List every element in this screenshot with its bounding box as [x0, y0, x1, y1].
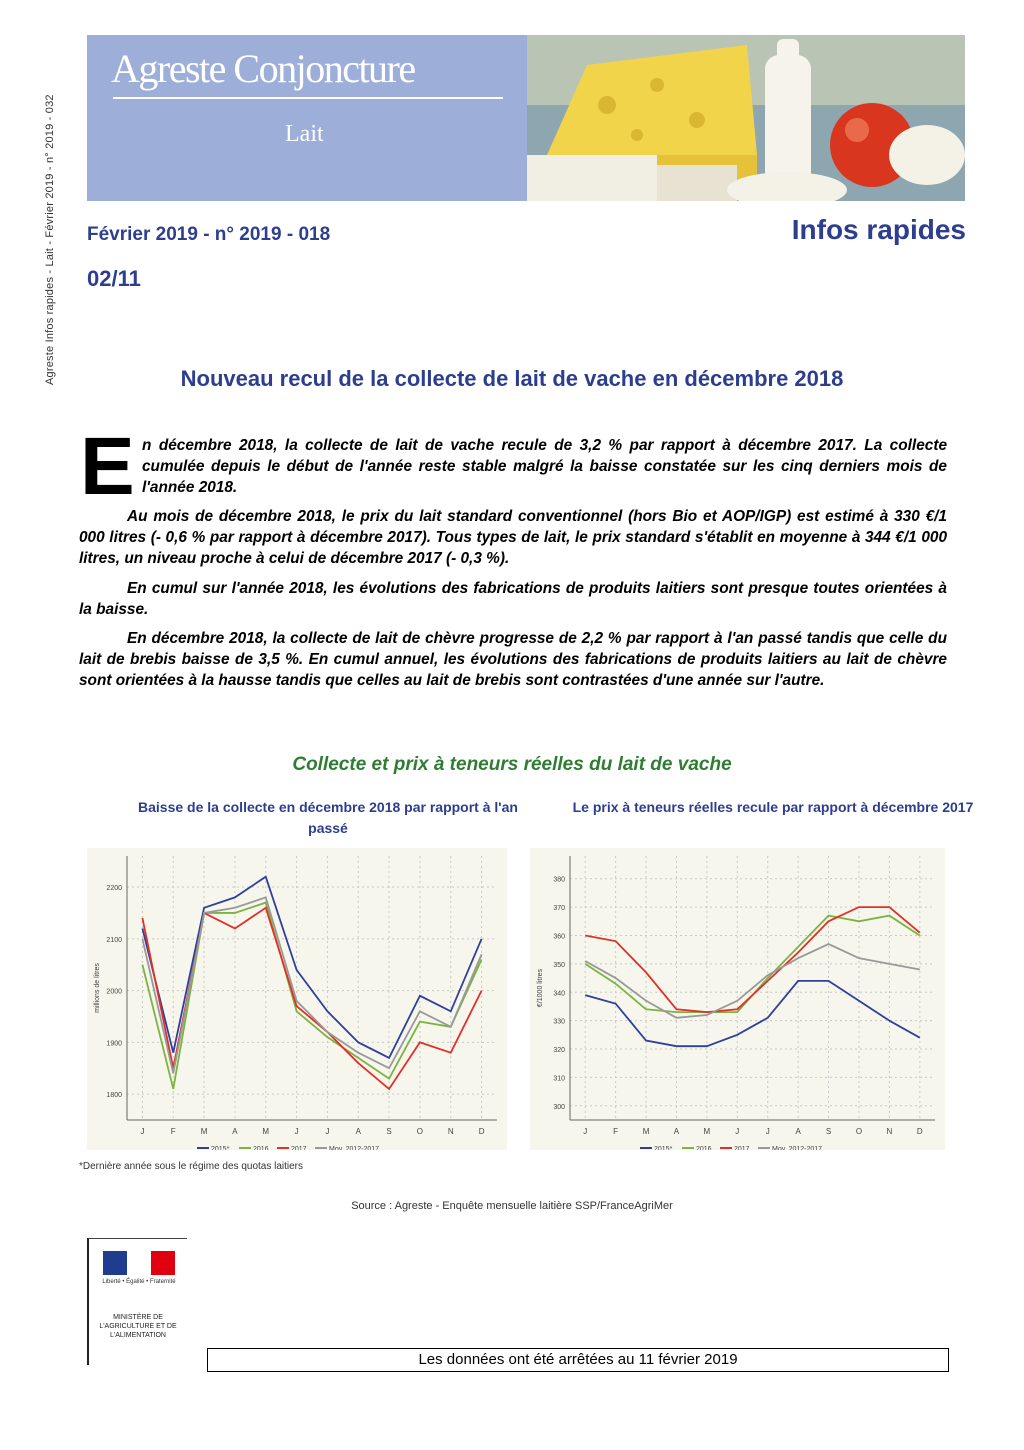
brand-title: Agreste Conjoncture [111, 46, 415, 91]
y-tick-label: 2000 [106, 988, 122, 996]
y-tick-label: 300 [553, 1103, 565, 1111]
legend-label: 2016 [253, 1146, 269, 1150]
x-tick-label: A [673, 1127, 680, 1136]
y-tick-label: 320 [553, 1047, 565, 1055]
x-tick-label: A [355, 1127, 361, 1136]
y-tick-label: 360 [553, 933, 565, 941]
logo-ministry-name: MINISTÈRE DE L'AGRICULTURE ET DE L'ALIMENTATION [99, 1314, 177, 1339]
x-tick-label: A [795, 1127, 801, 1136]
prix-chart [530, 848, 945, 1150]
y-tick-label: 370 [553, 905, 565, 913]
x-tick-label: J [765, 1127, 770, 1136]
x-tick-label: N [447, 1127, 454, 1136]
y-tick-label: 350 [553, 961, 565, 969]
right-chart-subtitle: Le prix à teneurs réelles recule par rapport à décembre 2017 [572, 799, 974, 815]
issue-number: Février 2019 - n° 2019 - 018 [87, 224, 331, 245]
paragraph-1: n décembre 2018, la collecte de lait de vache recule de 3,2 % par rapport à décembre 2017. La collecte cumulée depuis le début de l'année reste stable malgré la baisse constatée sur les cinq derniers mois de l'année 2018. [142, 437, 947, 496]
banner-subject: Lait [285, 121, 324, 147]
x-tick-label: D [916, 1127, 923, 1136]
logo-motto: Liberté • Égalité • Fraternité [102, 1279, 176, 1285]
data-cutoff-notice: Les données ont été arrêtées au 11 février 2019 [207, 1348, 949, 1372]
series-line [585, 981, 920, 1046]
collecte-chart-svg [87, 848, 507, 1150]
y-tick-label: 1900 [106, 1040, 122, 1048]
legend-label: 2017 [734, 1146, 750, 1150]
x-tick-label: S [386, 1127, 392, 1136]
y-axis-label: €/1000 litres [537, 968, 544, 1008]
series-line [142, 903, 481, 1089]
x-tick-label: M [703, 1127, 711, 1136]
dairy-products-photo [527, 35, 965, 201]
x-tick-label: J [294, 1127, 299, 1136]
legend-label: Moy. 2012-2017 [329, 1146, 380, 1150]
left-chart-subtitle: Baisse de la collecte en décembre 2018 par rapport à l'an passé [138, 799, 518, 836]
footnote: *Dernière année sous le régime des quotas laitiers [79, 1161, 304, 1172]
y-tick-label: 330 [553, 1018, 565, 1026]
infos-rapides-label: Infos rapides [791, 214, 966, 245]
legend-label: 2017 [291, 1146, 307, 1150]
x-tick-label: J [583, 1127, 588, 1136]
x-tick-label: N [886, 1127, 893, 1136]
x-tick-label: A [232, 1127, 238, 1136]
y-tick-label: 2100 [106, 936, 122, 944]
side-running-text: Agreste Infos rapides - Lait - Février 2019 - n° 2019 - 032 [44, 94, 56, 385]
x-tick-label: J [140, 1127, 145, 1136]
series-line [142, 897, 481, 1073]
x-tick-label: M [642, 1127, 650, 1136]
french-flag-icon [103, 1251, 175, 1275]
x-tick-label: F [613, 1127, 619, 1136]
y-tick-label: 2200 [106, 885, 122, 893]
ministry-logo [87, 1238, 187, 1365]
y-tick-label: 380 [553, 876, 565, 884]
header-banner [87, 35, 965, 201]
page-number: 02/11 [87, 266, 141, 291]
legend-label: 2015* [654, 1146, 673, 1150]
y-tick-label: 1800 [106, 1092, 122, 1100]
y-tick-label: 340 [553, 990, 565, 998]
y-tick-label: 310 [553, 1075, 565, 1083]
x-tick-label: M [200, 1127, 208, 1136]
prix-chart-svg [530, 848, 945, 1150]
legend-label: 2016 [696, 1146, 712, 1150]
legend-label: Moy. 2012-2017 [772, 1146, 823, 1150]
article-title: Nouveau recul de la collecte de lait de vache en décembre 2018 [180, 366, 844, 391]
paragraph-4: En décembre 2018, la collecte de lait de chèvre progresse de 2,2 % par rapport à l'an passé tandis que celle du lait de brebis baisse de 3,5 %. En cumul annuel, les évolutions des fabrications de produits laitiers au lait de chèvre sont orientées à la hausse tandis que celles au lait de brebis sont contrastées d'une année sur l'autre. [79, 630, 947, 689]
series-line [142, 908, 481, 1089]
brand-underline [113, 97, 503, 99]
x-tick-label: J [325, 1127, 330, 1136]
y-axis-label: millions de litres [94, 963, 101, 1013]
legend-label: 2015* [211, 1146, 230, 1150]
x-tick-label: J [735, 1127, 740, 1136]
chart-section-title: Collecte et prix à teneurs réelles du lait de vache [292, 754, 732, 775]
paragraph-2: Au mois de décembre 2018, le prix du lait standard conventionnel (hors Bio et AOP/IGP) est estimé à 330 €/1 000 litres (- 0,6 % par rapport à décembre 2017). Tous types de lait, le prix standard s'établit en moyenne à 344 €/1 000 litres, un niveau proche à celui de décembre 2017 (- 0,3 %). [79, 508, 947, 567]
x-tick-label: M [262, 1127, 270, 1136]
source-line: Source : Agreste - Enquête mensuelle laitière SSP/FranceAgriMer [351, 1200, 673, 1212]
x-tick-label: D [478, 1127, 485, 1136]
x-tick-label: O [416, 1127, 424, 1136]
collecte-chart [87, 848, 507, 1150]
x-tick-label: O [855, 1127, 863, 1136]
x-tick-label: S [825, 1127, 832, 1136]
x-tick-label: F [170, 1127, 176, 1136]
paragraph-3: En cumul sur l'année 2018, les évolutions des fabrications de produits laitiers sont presque toutes orientées à la baisse. [79, 580, 947, 618]
drop-cap: E [80, 421, 135, 512]
